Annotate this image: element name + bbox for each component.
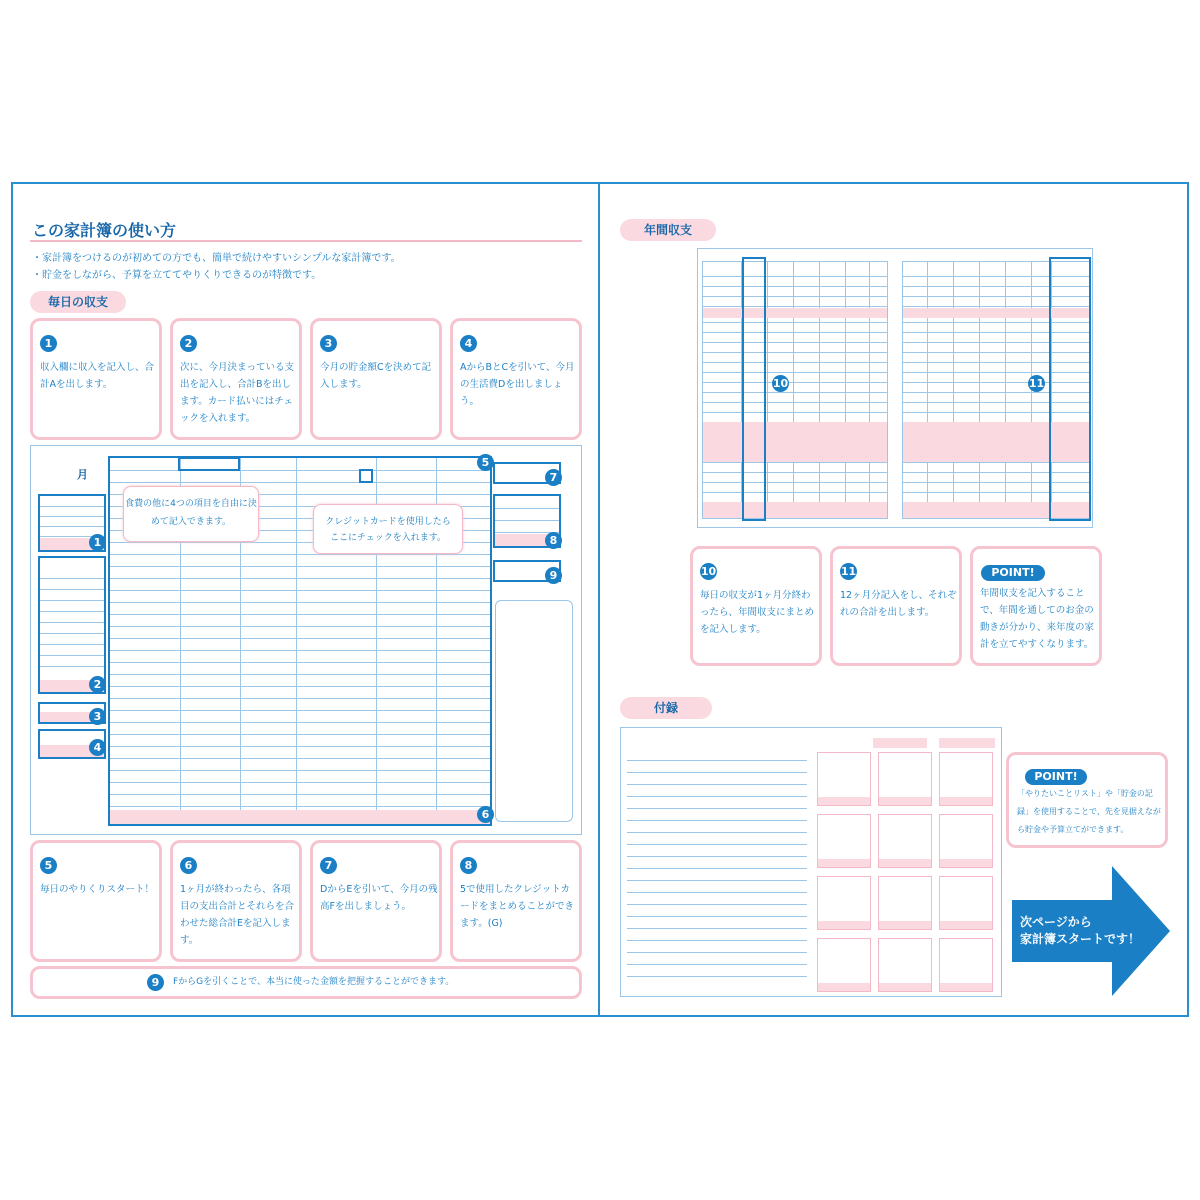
step-text: 毎日の収支が1ヶ月分終わったら、年間収支にまとめを記入します。 [700,590,815,635]
step-text: 今月の貯金額Cを決めて記入します。 [320,362,432,390]
step-number: 8 [460,857,477,874]
marker-7: 7 [545,469,562,486]
highlight-check [359,469,373,483]
step-text: 次に、今月決まっている支出を記入し、合計Bを出します。カード払いにはチェックを入れます。 [180,362,295,424]
step-number: 7 [320,857,337,874]
point-text: 年間収支を記入することで、年間を通してのお金の動きが分かり、来年度の家計を立てやすくなります。 [980,588,1095,650]
step-card-1 [30,318,162,440]
point-text: 「やりたいことリスト」や「貯金の記録」を使用することで、先を見据えながら貯金や予算立てができます。 [1017,789,1161,834]
step-card-9 [30,966,582,999]
page-title: この家計簿の使い方 [32,221,177,240]
arrow-text-2: 家計簿スタートです！ [1020,932,1141,946]
step-card-3 [310,318,442,440]
step-card-5 [30,840,162,962]
step-text: FからGを引くことで、本当に使った金額を把握することができます。 [173,977,455,987]
memo-box [495,600,573,822]
next-page-arrow [1012,866,1170,996]
step-card-7 [310,840,442,962]
month-label: 月 [77,468,88,481]
section-annual-tag: 年間収支 [620,219,716,241]
marker-10: 10 [772,377,789,390]
step-card-11 [830,546,962,666]
bubble-credit-check: クレジットカードを使用したらここにチェックを入れます。 [313,504,463,554]
section-daily-tag: 毎日の収支 [30,291,126,313]
marker-8: 8 [545,532,562,549]
arrow-text-1: 次ページから [1020,915,1092,929]
title-underline [30,240,582,242]
savings-record-header-1 [873,738,927,748]
point-card-annual [970,546,1102,666]
marker-6: 6 [477,806,494,823]
bubble-categories: 食費の他に4つの項目を自由に決めて記入できます。 [123,486,259,542]
appendix-sample [620,727,1002,997]
marker-4: 4 [89,739,106,756]
marker-3: 3 [89,708,106,725]
step-number: 1 [40,335,57,352]
fixed-expense-box [38,556,106,694]
marker-11: 11 [1028,377,1045,390]
step-number: 2 [180,335,197,352]
marker-1: 1 [89,534,106,551]
annual-highlight-month [742,257,766,521]
step-text: 1ヶ月が終わったら、各項目の支出合計とそれらを合わせた総合計Eを記入します。 [180,884,295,946]
step-number: 3 [320,335,337,352]
step-text: 収入欄に収入を記入し、合計Aを出します。 [40,362,155,390]
step-number: 10 [700,565,717,578]
spine [598,182,600,1017]
savings-record-grid [817,752,997,994]
marker-5: 5 [477,454,494,471]
step-number: 4 [460,335,477,352]
point-badge: POINT! [1025,769,1087,785]
step-card-6 [170,840,302,962]
sample-ledger [30,445,582,835]
step-text: AからBとCを引いて、今月の生活費Dを出しましょう。 [460,362,575,407]
todo-list-sample [627,752,807,992]
step-text: DからEを引いて、今月の残高Fを出しましょう。 [320,884,438,912]
annual-highlight-total [1049,257,1091,521]
step-card-10 [690,546,822,666]
step-number: 11 [840,565,857,578]
step-number: 6 [180,857,197,874]
point-badge: POINT! [981,565,1045,581]
annual-table-sample [697,248,1093,528]
section-appendix-tag: 付録 [620,697,712,719]
intro-line-2: ・貯金をしながら、予算を立ててやりくりできるのが特徴です。 [32,270,322,281]
step-text: 5で使用したクレジットカードをまとめることができます。(G) [460,884,575,929]
highlight-category [178,457,240,471]
savings-record-header-2 [939,738,995,748]
annual-table-left [702,261,888,519]
step-text: 毎日のやりくりスタート！ [40,884,155,895]
step-text: 12ヶ月分記入をし、それぞれの合計を出します。 [840,590,957,618]
step-number: 9 [147,974,164,991]
step-card-4 [450,318,582,440]
step-card-8 [450,840,582,962]
marker-9: 9 [545,567,562,584]
marker-2: 2 [89,676,106,693]
step-number: 5 [40,857,57,874]
step-card-2 [170,318,302,440]
intro-line-1: ・家計簿をつけるのが初めての方でも、簡単で続けやすいシンプルな家計簿です。 [32,253,401,264]
point-card-appendix [1006,752,1168,848]
